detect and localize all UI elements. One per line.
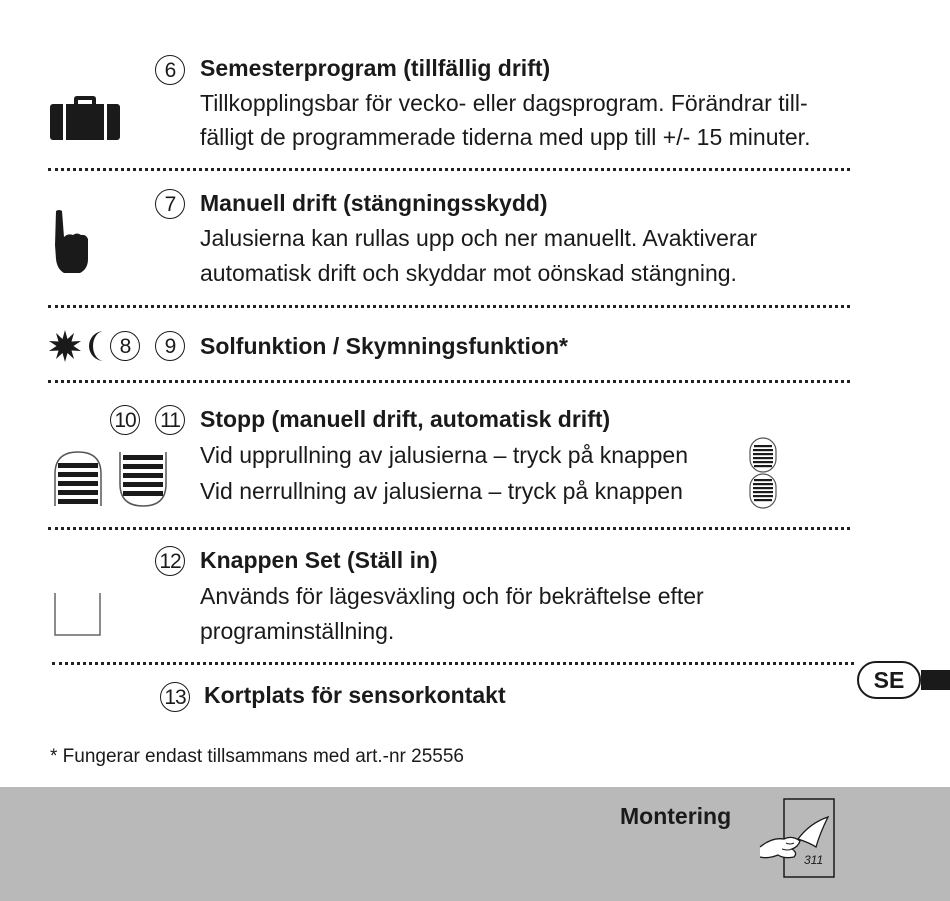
section-text-line: Vid nerrullning av jalusierna – tryck på knappen [200,478,683,504]
page-turn-hand-icon [758,797,838,881]
blind-down-small-icon [749,473,777,509]
callout-number: 10 [110,405,140,435]
callout-number: 6 [155,55,185,85]
language-badge: SE [857,661,921,699]
language-tab-bar [921,670,950,690]
callout-number: 8 [110,331,140,361]
sun-icon [48,330,82,362]
section-text-line: programinställning. [200,618,395,644]
moon-icon [84,330,108,362]
section-text-line: Vid upprullning av jalusierna – tryck på knappen [200,442,688,468]
section-title: Stopp (manuell drift, automatisk drift) [200,406,611,432]
footnote: * Fungerar endast tillsammans med art.-nr 25556 [50,746,464,767]
callout-number: 7 [155,189,185,219]
dotted-divider [48,168,850,171]
section-title: Manuell drift (stängningsskydd) [200,190,548,216]
page-number: 311 [804,853,824,867]
dotted-divider [48,305,850,308]
footer-section-title: Montering [620,803,732,829]
suitcase-icon [50,96,120,140]
page-footer [0,787,950,901]
dotted-divider [48,380,850,383]
set-button-icon [54,593,102,637]
section-text-line: fälligt de programmerade tiderna med upp till +/- 15 minuter. [200,124,811,150]
section-title: Knappen Set (Ställ in) [200,547,438,573]
section-text-line: Jalusierna kan rullas upp och ner manuellt. Avaktiverar [200,225,757,251]
section-title: Kortplats för sensorkontakt [204,682,506,708]
callout-number: 9 [155,331,185,361]
dotted-divider [52,662,854,665]
dotted-divider [48,527,850,530]
pointing-hand-icon [52,209,90,275]
blind-up-button-icon [53,450,103,508]
section-title: Semesterprogram (tillfällig drift) [200,55,551,81]
section-title: Solfunktion / Skymningsfunktion* [200,333,568,359]
callout-number: 11 [155,405,185,435]
blind-down-button-icon [118,450,168,508]
section-text-line: Används för lägesväxling och för bekräftelse efter [200,583,704,609]
section-text-line: automatisk drift och skyddar mot oönskad stängning. [200,260,737,286]
callout-number: 13 [160,682,190,712]
section-text-line: Tillkopplingsbar för vecko- eller dagsprogram. Förändrar till- [200,90,808,116]
blind-up-small-icon [749,437,777,473]
callout-number: 12 [155,546,185,576]
